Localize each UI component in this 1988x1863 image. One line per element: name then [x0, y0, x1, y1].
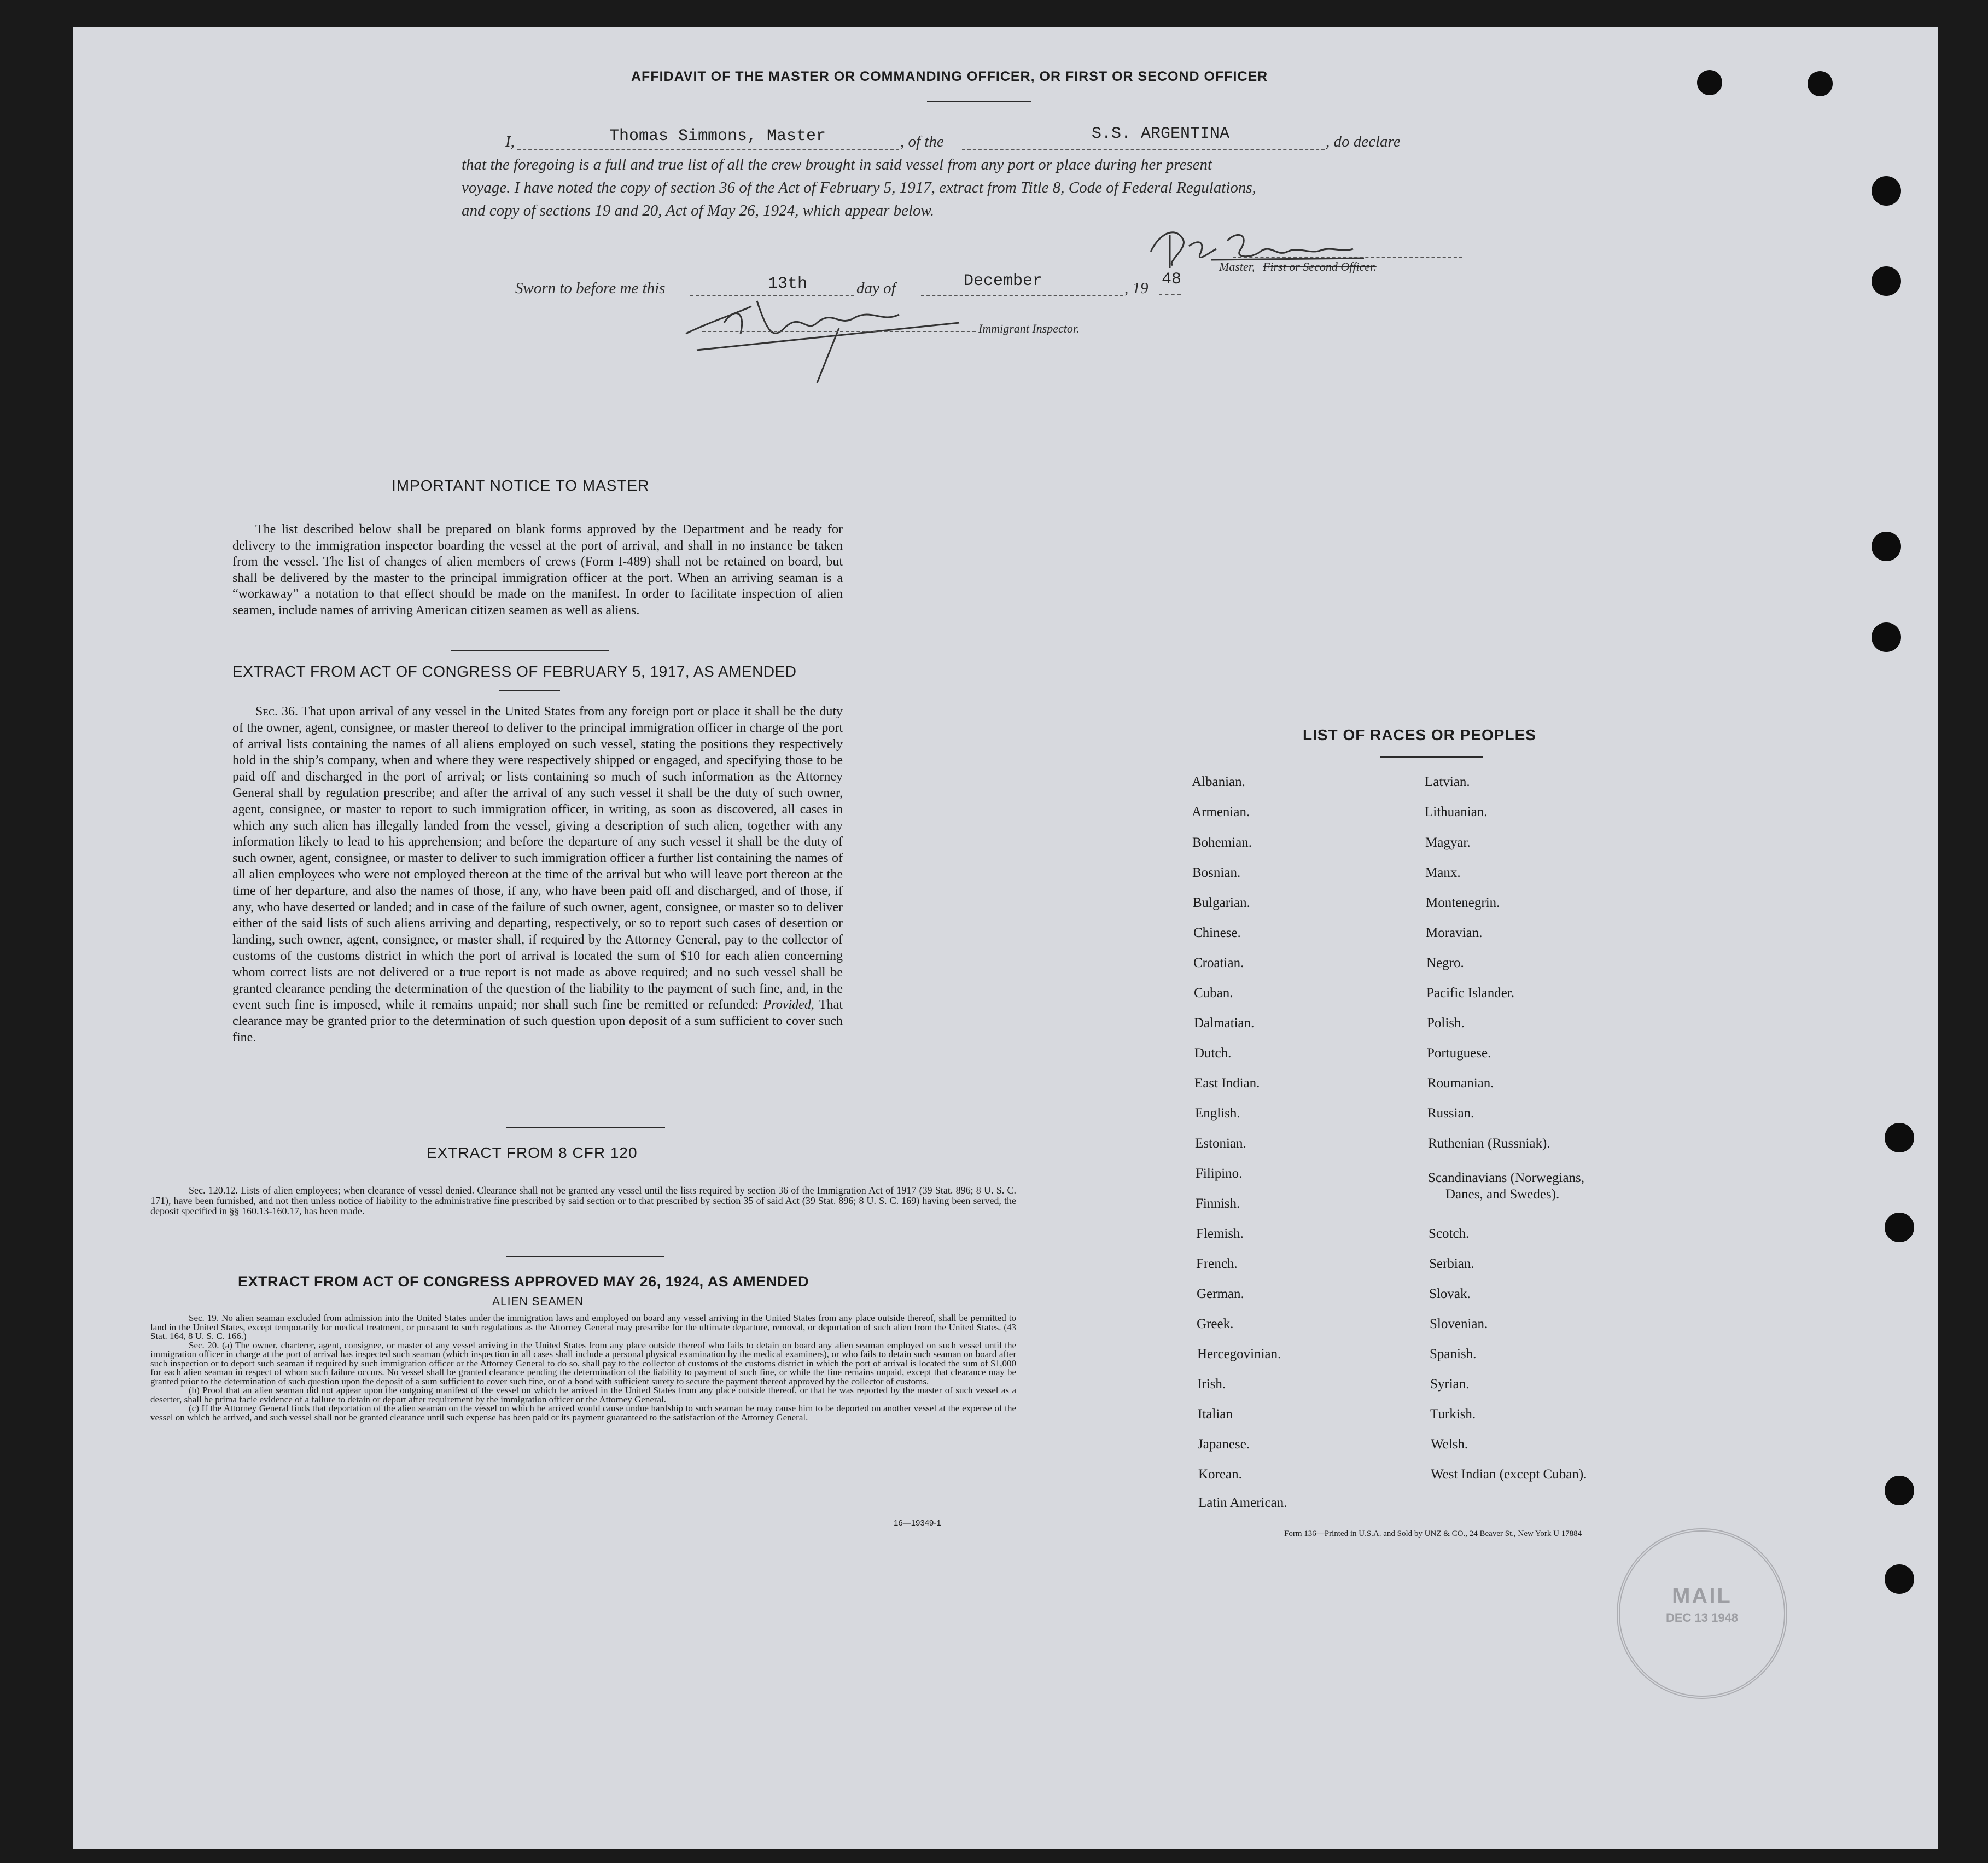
race-item: Japanese.	[1198, 1437, 1250, 1452]
title-underline	[927, 101, 1031, 102]
race-item: Danes, and Swedes).	[1445, 1187, 1560, 1202]
sec-36-text: That upon arrival of any vessel in the United States from any foreign port or place it shall be the duty of the owner, agent, consignee, or master thereof to deliver to the principal immigration officer in charge of the port of arrival lists containing the names of all aliens employed on such vessel, stating the positions they respectively hold in the ship’s company, when and where they were respectively shipped or engaged, and specifying those to be paid off and discharged in the port of arrival; or lists containing so much of such information as the Attorney General shall by regulation prescribe; and after the arrival of any such vessel it shall be the duty of such owner, agent, consignee, or master to report to such immigration officer, in writing, as soon as discovered, all cases in which any such alien has illegally landed from the vessel, giving a description of such alien, together with any information likely to lead to his apprehension; and before the departure of any such vessel it shall be the duty of such owner, agent, consignee, or master to deliver to such immigration officer a further list containing the names of all alien employees who were not employed thereon at the time of the arrival but who will leave port thereon at the time of her departure, and also the names of those, if any, who have been paid off and discharged, and of those, if any, who have deserted or landed; and in case of the failure of such owner, agent, consignee, or master so to deliver either of the said lists of such aliens arriving and departing, respectively, or so to report such cases of desertion or landing, such owner, agent, consignee, or master shall, if required by the Attorney General, pay to the collector of customs of the customs district in which the port of arrival is located the sum of $10 for each alien concerning whom correct lists are not delivered or a true report is not made as above required; and no such vessel shall be granted clearance pending the determination of the question of the liability to the payment of such fine, and, in the event such fine is imposed, while it remains unpaid; nor shall such fine be remitted or refunded:	[232, 705, 843, 1012]
form-printer-note: Form 136—Printed in U.S.A. and Sold by UNZ & CO., 24 Beaver St., New York U 17884	[1284, 1529, 1582, 1538]
year-line	[1159, 294, 1181, 295]
declare-label: , do declare	[1326, 133, 1401, 150]
race-item: Montenegrin.	[1426, 895, 1500, 910]
divider	[506, 1127, 665, 1128]
race-item: Korean.	[1198, 1467, 1242, 1482]
year-value[interactable]: 48	[1162, 270, 1182, 289]
extract-1917-body	[232, 704, 843, 1046]
race-item: Hercegovinian.	[1197, 1347, 1281, 1361]
race-item: Flemish.	[1196, 1226, 1244, 1241]
i-label: I,	[505, 133, 515, 150]
punch-hole	[1885, 1564, 1914, 1594]
punch-hole	[1872, 532, 1901, 561]
race-item: Bohemian.	[1192, 835, 1252, 850]
name-line	[517, 149, 899, 150]
race-item: Ruthenian (Russniak).	[1428, 1136, 1550, 1151]
race-item: Irish.	[1197, 1377, 1226, 1392]
affidavit-line-2: that the foregoing is a full and true list of all the crew brought in said vessel from any port or place during her present	[462, 156, 1212, 173]
race-item: Bosnian.	[1192, 865, 1241, 880]
race-item: Roumanian.	[1427, 1076, 1494, 1091]
race-item: East Indian.	[1194, 1076, 1260, 1091]
race-item: Croatian.	[1193, 956, 1244, 970]
document-page	[73, 27, 1938, 1849]
race-item: Serbian.	[1429, 1256, 1474, 1271]
punch-hole	[1697, 70, 1722, 95]
race-item: Portuguese.	[1427, 1046, 1491, 1061]
punch-hole	[1872, 622, 1901, 652]
race-item: Turkish.	[1430, 1407, 1476, 1422]
race-item: German.	[1197, 1286, 1244, 1301]
race-item: Latvian.	[1425, 775, 1470, 789]
race-item: Filipino.	[1196, 1166, 1243, 1181]
race-item: Latin American.	[1198, 1495, 1287, 1510]
extract-1924-subtitle: ALIEN SEAMEN	[492, 1295, 584, 1308]
master-name-value[interactable]: Thomas Simmons, Master	[609, 127, 826, 145]
affidavit-title: AFFIDAVIT OF THE MASTER OR COMMANDING OFFICER, OR FIRST OR SECOND OFFICER	[631, 69, 1268, 84]
divider	[499, 690, 560, 691]
race-item: Bulgarian.	[1193, 895, 1250, 910]
punch-hole	[1885, 1213, 1914, 1242]
race-item: Scotch.	[1429, 1226, 1470, 1241]
day-of-label: day of	[856, 280, 896, 297]
race-item: Estonian.	[1195, 1136, 1246, 1151]
of-the-label: , of the	[900, 133, 944, 150]
race-item: Moravian.	[1426, 925, 1483, 940]
race-item: Lithuanian.	[1425, 805, 1488, 819]
race-item: Chinese.	[1193, 925, 1241, 940]
sec-20a-text: Sec. 20. (a) The owner, charterer, agent, consignee, or master of any vessel arriving in the United States from any place outside thereof who fails to detain on board any alien seaman employed on such vessel until the immigration officer in charge at the port of arrival has inspected such seaman (which inspection in all cases shall include a personal physical examination by the medical examiners), or who fails to detain such seaman on board after such inspection or to deport such seaman if required by such immigration officer or the Attorney General to do so, shall pay to the collector of customs of the customs district in which the port of arrival is located the sum of $1,000 for each alien seaman in respect of whom such failure occurs. No vessel shall be granted clearance pending the determination of the liability to payment of such fine, or while the fine remains unpaid, except that clearance may be granted prior to the determination of such question upon the deposit of a sum sufficient to cover such fine, or of a bond with sufficient surety to secure the payment thereof approved by the collector of customs.	[150, 1340, 1016, 1387]
form-code: 16—19349-1	[894, 1518, 941, 1528]
race-item: Welsh.	[1431, 1437, 1468, 1452]
race-item: Negro.	[1426, 956, 1464, 970]
year-prefix: , 19	[1124, 280, 1149, 297]
stamp-date: DEC 13 1948	[1665, 1611, 1739, 1625]
inspector-line	[702, 331, 976, 332]
postmark-stamp	[1617, 1528, 1787, 1699]
divider	[1380, 756, 1483, 758]
punch-hole	[1885, 1123, 1914, 1152]
day-value[interactable]: 13th	[768, 275, 808, 293]
race-item: Manx.	[1425, 865, 1461, 880]
race-item: Russian.	[1427, 1106, 1474, 1121]
sec-20b-text: (b) Proof that an alien seaman did not appear upon the outgoing manifest of the vessel on which he arrived in the United States from any place outside thereof, or that he was reported by the master of such vessel as a deserter, shall be prima facie evidence of a failure to detain or deport after requirement by the immigration officer or the Attorney General.	[150, 1385, 1016, 1405]
month-value[interactable]: December	[964, 272, 1043, 290]
vessel-line	[962, 149, 1325, 150]
race-item: Polish.	[1427, 1016, 1465, 1031]
race-item: Slovenian.	[1430, 1317, 1488, 1331]
race-item: Slovak.	[1429, 1286, 1471, 1301]
race-item: Spanish.	[1430, 1347, 1477, 1361]
master-caption: Master,	[1219, 260, 1255, 273]
race-item: Finnish.	[1196, 1196, 1240, 1211]
race-item: Cuban.	[1194, 986, 1233, 1000]
extract-1924-title: EXTRACT FROM ACT OF CONGRESS APPROVED MAY 26, 1924, AS AMENDED	[238, 1273, 809, 1290]
vessel-name-value[interactable]: S.S. ARGENTINA	[1092, 125, 1230, 143]
punch-hole	[1872, 266, 1901, 296]
inspector-caption: Immigrant Inspector.	[978, 322, 1080, 335]
race-item: Italian	[1198, 1407, 1233, 1422]
affidavit-line-4: and copy of sections 19 and 20, Act of May 26, 1924, which appear below.	[462, 202, 934, 219]
extract-1924-body	[150, 1314, 1016, 1422]
sec-20c-text: (c) If the Attorney General finds that deportation of the alien seaman on the vessel on which he arrived would cause undue hardship to such seaman he may cause him to be deported on another vessel at the expense of the vessel on which he arrived, and such vessel shall not be granted clearance until such expense has been paid or its payment guaranteed to the satisfaction of the Attorney General.	[150, 1403, 1016, 1423]
sec-36-text-end: That clearance may be granted prior to the determination of such question upon deposit of a sum sufficient to cover such fine.	[232, 998, 843, 1045]
race-item: Albanian.	[1192, 775, 1245, 789]
notice-body: The list described below shall be prepared on blank forms approved by the Department and be ready for delivery to the immigration inspector boarding the vessel at the port of arrival, and shall in no instance be taken from the vessel. The list of changes of alien members of crews (Form I-489) shall not be retained on board, but shall be delivered by the master to the principal immigration officer at the port. When an arriving seaman is a “workaway” a notation to that effect should be made on the manifest. In order to facilitate inspection of alien seamen, include names of arriving American citizen seamen as well as aliens.	[232, 522, 843, 618]
race-item: Dalmatian.	[1194, 1016, 1255, 1031]
races-title: LIST OF RACES OR PEOPLES	[1303, 726, 1536, 743]
affidavit-line-3: voyage. I have noted the copy of section 36 of the Act of February 5, 1917, extract from Title 8, Code of Federal Regulations,	[462, 179, 1256, 196]
race-item: Pacific Islander.	[1426, 986, 1515, 1000]
race-item: French.	[1196, 1256, 1238, 1271]
sec-19-text: Sec. 19. No alien seaman excluded from admission into the United States under the immigration laws and employed on board any vessel arriving in the United States from any place outside thereof, shall be permitted to land in the United States, except temporarily for medical treatment, or pursuant to such regulations as the Attorney General may prescribe for the ultimate departure, removal, or deportation of such alien from the United States. (43 Stat. 164, 8 U. S. C. 166.)	[150, 1313, 1016, 1341]
divider	[451, 650, 609, 651]
inspector-signature	[675, 290, 981, 388]
struck-officer-caption: First or Second Officer.	[1263, 260, 1377, 273]
sworn-label: Sworn to before me this	[515, 280, 666, 297]
punch-hole	[1885, 1476, 1914, 1505]
race-item: West Indian (except Cuban).	[1431, 1467, 1587, 1482]
extract-cfr-title: EXTRACT FROM 8 CFR 120	[427, 1144, 638, 1161]
provided-label: Provided,	[763, 998, 814, 1012]
race-item: Magyar.	[1425, 835, 1471, 850]
stamp-word: MAIL	[1672, 1584, 1732, 1608]
extract-cfr-body: Sec. 120.12. Lists of alien employees; when clearance of vessel denied. Clearance shall not be granted any vessel until the lists required by section 36 of the Immigration Act of 1917 (39 Stat. 896; 8 U. S. C. 171), have been furnished, and not then unless notice of liability to the administrative fine prescribed by said section or to that prescribed by section 35 of said Act (39 Stat. 896; 8 U. S. C. 169) having been served, the deposit specified in §§ 160.13-160.17, has been made.	[150, 1185, 1016, 1216]
race-item: Armenian.	[1192, 805, 1250, 819]
race-item: Scandinavians (Norwegians,	[1428, 1171, 1585, 1185]
divider	[506, 1256, 664, 1257]
sec-36-label: Sec. 36.	[255, 705, 298, 719]
master-signature-line	[1233, 257, 1462, 258]
punch-hole	[1808, 71, 1833, 96]
punch-hole	[1872, 176, 1901, 206]
notice-title: IMPORTANT NOTICE TO MASTER	[392, 477, 650, 494]
race-item: Dutch.	[1194, 1046, 1232, 1061]
race-item: English.	[1195, 1106, 1240, 1121]
extract-1917-title: EXTRACT FROM ACT OF CONGRESS OF FEBRUARY 5, 1917, AS AMENDED	[232, 663, 797, 680]
race-item: Greek.	[1197, 1317, 1234, 1331]
race-item: Syrian.	[1430, 1377, 1470, 1392]
